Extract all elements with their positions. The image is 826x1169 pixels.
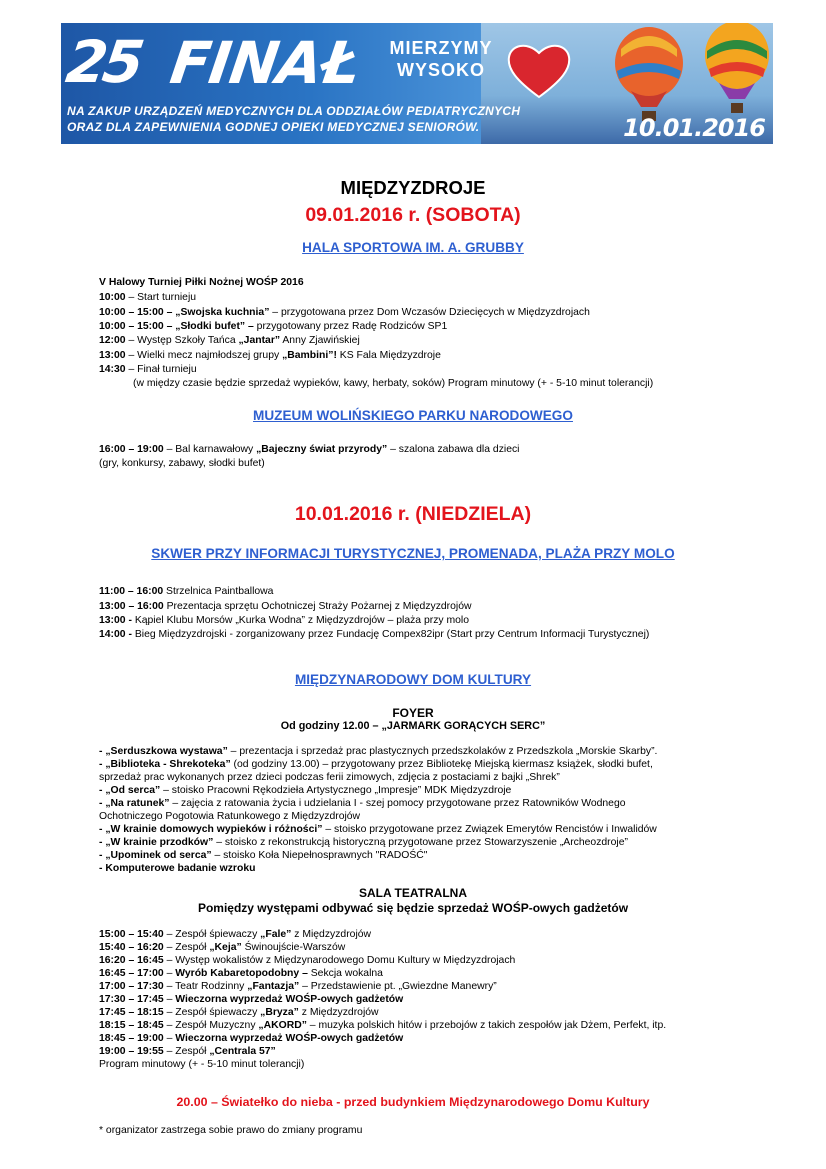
day1-venue2-title[interactable]: [0, 407, 826, 424]
schedule-line: 13:00 – 16:00 Prezentacja sprzętu Ochotniczej Straży Pożarnej z Międzyzdrojów: [99, 601, 472, 612]
theatre-line: 16:20 – 16:45 – Występ wokalistów z Międzynarodowego Domu Kultury w Międzyzdrojach: [99, 955, 516, 966]
banner-motto: [371, 37, 511, 81]
foyer-line: - „Biblioteka - Shrekoteka” (od godziny 13.00) – przygotowany przez Bibliotekę Miejską kiermasz książek, słodki bufet,: [99, 759, 653, 770]
foyer-line: Ochotniczego Pogotowia Ratunkowego z Międzyzdrojów: [99, 811, 361, 822]
theatre-line: 17:45 – 18:15 – Zespół śpiewaczy „Bryza” z Międzyzdrojów: [99, 1007, 379, 1018]
day2-date: 10.01.2016 r. (NIEDZIELA): [294, 503, 532, 525]
schedule-line: 13:00 – Wielki mecz najmłodszej grupy „Bambini”! KS Fala Międzyzdroje: [99, 350, 441, 361]
banner-tagline: [67, 103, 627, 135]
schedule-line: 16:00 – 19:00 – Bal karnawałowy „Bajeczny świat przyrody” – szalona zabawa dla dzieci: [99, 444, 520, 455]
schedule-line: 10:00 – 15:00 – „Swojska kuchnia” – przygotowana przez Dom Wczasów Dziecięcych w Międzyzdrojach: [99, 307, 590, 318]
foyer-line: - „W krainie przodków” – stoisko z rekonstrukcją historyczną przygotowane przez Stowarzyszenie „Archeozdroje”: [99, 837, 628, 848]
final-event: 20.00 – Światełko do nieba - przed budynkiem Międzynarodowego Domu Kultury: [176, 1095, 650, 1109]
theatre-line: 18:15 – 18:45 – Zespół Muzyczny „AKORD” – muzyka polskich hitów i przebojów z takich zespołów jak Dżem, Perfekt, itp.: [99, 1020, 667, 1031]
schedule-line: 10:00 – Start turnieju: [99, 292, 197, 303]
theatre-subheading: Pomiędzy występami odbywać się będzie sprzedaż WOŚP-owych gadżetów: [197, 901, 629, 915]
motto-line-1: MIERZYMY: [389, 38, 493, 58]
foyer-heading: FOYER: [392, 706, 434, 720]
foyer-line: - „Serduszkowa wystawa” – prezentacja i sprzedaż prac plastycznych przedszkolaków z Przedszkola „Morskie Skarby”.: [99, 746, 658, 757]
motto-line-2: WYSOKO: [396, 60, 485, 80]
footer-note: * organizator zastrzega sobie prawo do zmiany programu: [99, 1125, 363, 1136]
day2-venue1-title[interactable]: [0, 545, 826, 562]
foyer-line: - Komputerowe badanie wzroku: [99, 863, 256, 874]
wosp-banner: [61, 23, 773, 144]
banner-word: FINAŁ: [166, 29, 364, 97]
schedule-note: (w między czasie będzie sprzedaż wypieków, kawy, herbaty, soków) Program minutowy (+ - 5-10 minut tolerancji): [133, 378, 654, 389]
tournament-heading: V Halowy Turniej Piłki Nożnej WOŚP 2016: [99, 277, 304, 288]
theatre-line: 17:30 – 17:45 – Wieczorna wyprzedaż WOŚP-owych gadżetów: [99, 994, 404, 1005]
city-title: MIĘDZYZDROJE: [340, 177, 486, 198]
foyer-subheading: Od godziny 12.00 – „JARMARK GORĄCYCH SERC”: [280, 720, 546, 732]
theatre-heading: SALA TEATRALNA: [359, 886, 467, 900]
day1-venue1-title[interactable]: [0, 239, 826, 256]
foyer-line: - „W krainie domowych wypieków i różności” – stoisko przygotowane przez Związek Emerytów Rencistów i Inwalidów: [99, 824, 657, 835]
tagline-line-1: NA ZAKUP URZĄDZEŃ MEDYCZNYCH DLA ODDZIAŁÓW PEDIATRYCZNYCH: [67, 104, 521, 118]
theatre-line: 15:40 – 16:20 – Zespół „Keja” Świnoujście-Warszów: [99, 942, 346, 953]
banner-date: 10.01.2016: [623, 114, 765, 142]
schedule-line: (gry, konkursy, zabawy, słodki bufet): [99, 458, 265, 469]
theatre-line: 15:00 – 15:40 – Zespół śpiewaczy „Fale” z Międzyzdrojów: [99, 929, 372, 940]
foyer-line: sprzedaż prac wykonanych przez dzieci podczas ferii zimowych, zdjęcia z postaciami z bajki „Shrek”: [99, 772, 560, 783]
theatre-line: 18:45 – 19:00 – Wieczorna wyprzedaż WOŚP-owych gadżetów: [99, 1033, 404, 1044]
schedule-line: 10:00 – 15:00 – „Słodki bufet” – przygotowany przez Radę Rodziców SP1: [99, 321, 448, 332]
foyer-line: - „Upominek od serca” – stoisko Koła Niepełnosprawnych "RADOŚĆ": [99, 850, 428, 861]
banner-number: 25: [62, 28, 145, 96]
schedule-line: 12:00 – Występ Szkoły Tańca „Jantar” Anny Zjawińskiej: [99, 335, 360, 346]
venue-link[interactable]: HALA SPORTOWA IM. A. GRUBBY: [302, 240, 524, 255]
balloon-illustration-2: [701, 23, 773, 115]
venue-link[interactable]: MUZEUM WOLIŃSKIEGO PARKU NARODOWEGO: [253, 408, 573, 423]
foyer-line: - „Od serca” – stoisko Pracowni Rękodzieła Artystycznego „Impresje” MDK Międzyzdroje: [99, 785, 512, 796]
wosp-heart-logo: [507, 41, 571, 99]
schedule-line: 14:30 – Finał turnieju: [99, 364, 197, 375]
schedule-line: 13:00 - Kąpiel Klubu Morsów „Kurka Wodna” z Międzyzdrojów – plaża przy molo: [99, 615, 470, 626]
schedule-line: 14:00 - Bieg Międzyzdrojski - zorganizowany przez Fundację Compex82ipr (Start przy Centrum Informacji Turystycznej): [99, 629, 650, 640]
theatre-line: 16:45 – 17:00 – Wyrób Kabaretopodobny – Sekcja wokalna: [99, 968, 383, 979]
theatre-line: 17:00 – 17:30 – Teatr Rodzinny „Fantazja” – Przedstawienie pt. „Gwiezdne Manewry”: [99, 981, 497, 992]
theatre-note: Program minutowy (+ - 5-10 minut tolerancji): [99, 1059, 305, 1070]
day1-date: 09.01.2016 r. (SOBOTA): [305, 204, 521, 226]
foyer-line: - „Na ratunek” – zajęcia z ratowania życia i udzielania I - szej pomocy przygotowane przez Ratowników Wodnego: [99, 798, 626, 809]
tagline-line-2: ORAZ DLA ZAPEWNIENIA GODNEJ OPIEKI MEDYCZNEJ SENIORÓW.: [67, 120, 480, 134]
venue-link[interactable]: SKWER PRZY INFORMACJI TURYSTYCZNEJ, PROMENADA, PLAŻA PRZY MOLO: [151, 546, 675, 561]
theatre-line: 19:00 – 19:55 – Zespół „Centrala 57”: [99, 1046, 276, 1057]
schedule-line: 11:00 – 16:00 Strzelnica Paintballowa: [99, 586, 274, 597]
day2-venue2-title[interactable]: [0, 671, 826, 688]
venue-link[interactable]: MIĘDZYNARODOWY DOM KULTURY: [294, 672, 532, 687]
